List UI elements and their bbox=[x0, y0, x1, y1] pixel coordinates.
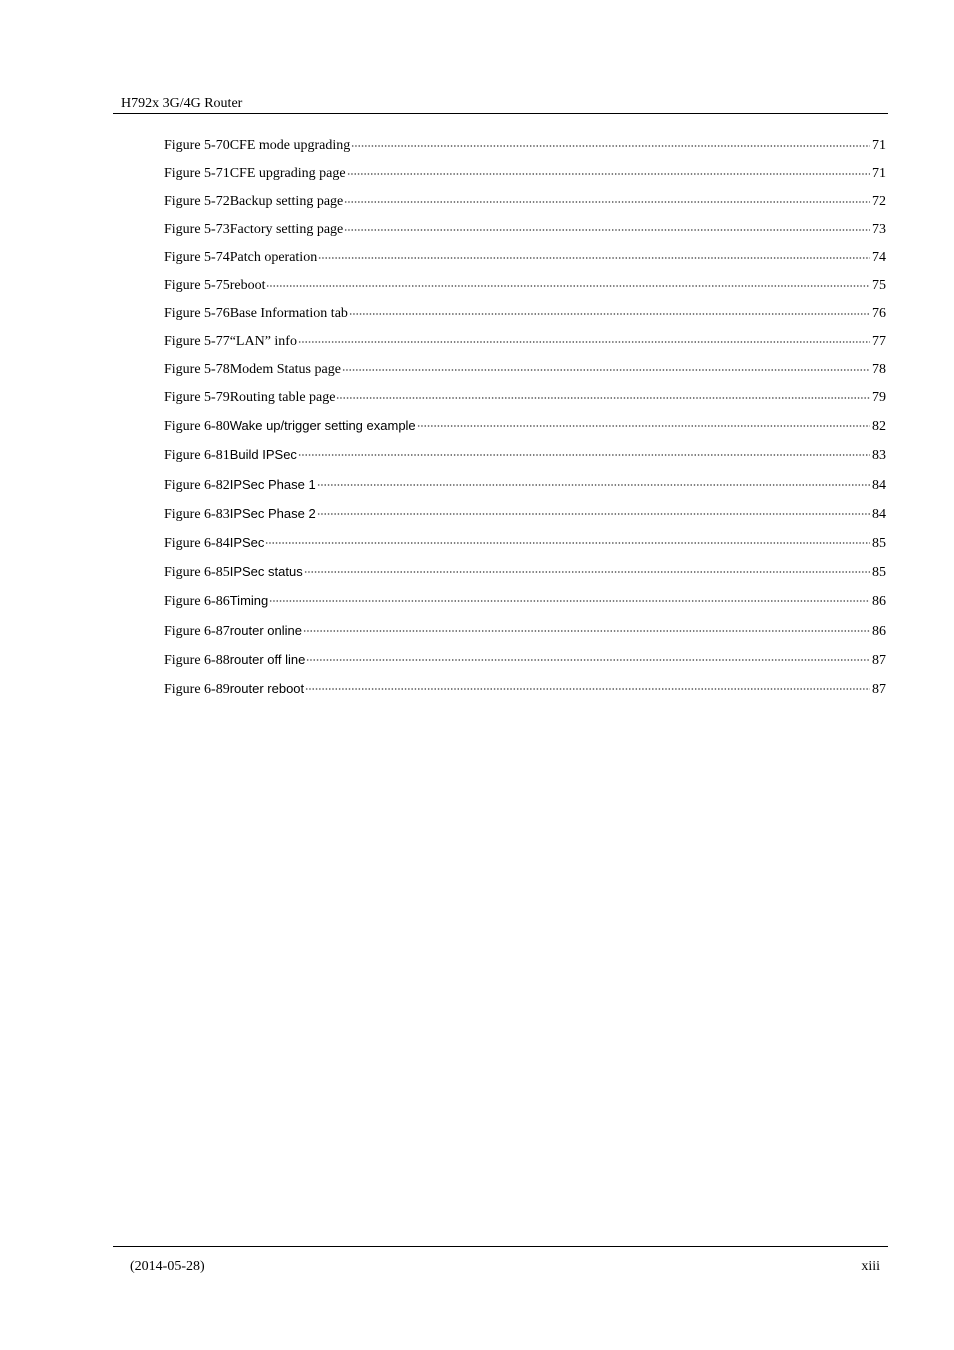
figure-caption: Factory setting page bbox=[229, 222, 344, 237]
dot-leader bbox=[303, 630, 870, 632]
figure-caption: IPSec status bbox=[229, 564, 303, 579]
figure-caption: CFE upgrading page bbox=[229, 166, 346, 181]
page-header bbox=[113, 94, 888, 114]
toc-entry[interactable] bbox=[164, 416, 886, 436]
dot-leader bbox=[344, 201, 870, 203]
dot-leader bbox=[298, 454, 870, 456]
toc-entry[interactable] bbox=[164, 650, 886, 670]
toc-entry[interactable] bbox=[164, 304, 886, 324]
toc-entry[interactable] bbox=[164, 332, 886, 352]
dot-leader bbox=[351, 145, 870, 147]
page-reference: 72 bbox=[872, 194, 886, 209]
toc-entry[interactable] bbox=[164, 475, 886, 495]
page-reference: 76 bbox=[872, 306, 886, 321]
figure-caption: Build IPSec bbox=[229, 447, 297, 462]
page-reference: 86 bbox=[872, 594, 886, 609]
dot-leader bbox=[269, 600, 870, 602]
figure-number: Figure 6-88 bbox=[164, 653, 230, 668]
figure-caption: router online bbox=[229, 623, 302, 638]
dot-leader bbox=[349, 313, 870, 315]
dot-leader bbox=[336, 397, 870, 399]
figure-number: Figure 5-73 bbox=[164, 222, 230, 237]
toc-entry[interactable] bbox=[164, 562, 886, 582]
figure-number: Figure 5-72 bbox=[164, 194, 230, 209]
figure-number: Figure 6-86 bbox=[164, 594, 230, 609]
figure-caption: Wake up/trigger setting example bbox=[229, 418, 416, 433]
dot-leader bbox=[317, 484, 870, 486]
figure-caption: CFE mode upgrading bbox=[229, 138, 351, 153]
page-reference: 73 bbox=[872, 222, 886, 237]
figure-caption: Routing table page bbox=[229, 390, 336, 405]
toc-entry[interactable] bbox=[164, 504, 886, 524]
figure-number: Figure 5-75 bbox=[164, 278, 230, 293]
page-reference: 83 bbox=[872, 448, 886, 463]
toc-entry[interactable] bbox=[164, 591, 886, 611]
figure-caption: Backup setting page bbox=[229, 194, 344, 209]
dot-leader bbox=[344, 229, 870, 231]
toc-entry[interactable] bbox=[164, 445, 886, 465]
toc-entry[interactable] bbox=[164, 192, 886, 212]
dot-leader bbox=[304, 571, 870, 573]
toc-entry[interactable] bbox=[164, 248, 886, 268]
page-reference: 79 bbox=[872, 390, 886, 405]
figure-number: Figure 5-78 bbox=[164, 362, 230, 377]
figure-number: Figure 6-84 bbox=[164, 536, 230, 551]
dot-leader bbox=[306, 659, 870, 661]
figure-number: Figure 5-77 bbox=[164, 334, 230, 349]
toc-entry[interactable] bbox=[164, 621, 886, 641]
page-reference: 71 bbox=[872, 138, 886, 153]
figure-number: Figure 5-70 bbox=[164, 138, 230, 153]
page-reference: 78 bbox=[872, 362, 886, 377]
figure-number: Figure 5-79 bbox=[164, 390, 230, 405]
dot-leader bbox=[266, 285, 870, 287]
figure-number: Figure 6-82 bbox=[164, 478, 230, 493]
figure-caption: router off line bbox=[229, 652, 306, 667]
figure-number: Figure 6-81 bbox=[164, 448, 230, 463]
revision-date: (2014-05-28) bbox=[130, 1259, 205, 1274]
page-reference: 74 bbox=[872, 250, 886, 265]
dot-leader bbox=[265, 542, 870, 544]
figure-caption: Timing bbox=[229, 593, 269, 608]
figure-caption: IPSec bbox=[229, 535, 265, 550]
page-reference: 71 bbox=[872, 166, 886, 181]
toc-entry[interactable] bbox=[164, 679, 886, 699]
page-footer bbox=[113, 1246, 888, 1286]
figure-number: Figure 5-71 bbox=[164, 166, 230, 181]
figure-number: Figure 5-74 bbox=[164, 250, 230, 265]
figure-caption: Patch operation bbox=[229, 250, 318, 265]
page-reference: 85 bbox=[872, 536, 886, 551]
figure-number: Figure 5-76 bbox=[164, 306, 230, 321]
figure-number: Figure 6-89 bbox=[164, 682, 230, 697]
toc-entry[interactable] bbox=[164, 136, 886, 156]
page-reference: 87 bbox=[872, 682, 886, 697]
figure-caption: reboot bbox=[229, 278, 266, 293]
dot-leader bbox=[317, 513, 870, 515]
figure-number: Figure 6-80 bbox=[164, 419, 230, 434]
toc-entry[interactable] bbox=[164, 276, 886, 296]
figure-caption: router reboot bbox=[229, 681, 305, 696]
toc-entry[interactable] bbox=[164, 164, 886, 184]
figure-caption: “LAN” info bbox=[229, 334, 297, 349]
page-reference: 84 bbox=[872, 478, 886, 493]
figure-number: Figure 6-87 bbox=[164, 624, 230, 639]
figure-caption: Modem Status page bbox=[229, 362, 341, 377]
page-reference: 86 bbox=[872, 624, 886, 639]
toc-entry[interactable] bbox=[164, 388, 886, 408]
page-reference: 87 bbox=[872, 653, 886, 668]
figure-caption: IPSec Phase 2 bbox=[229, 506, 316, 521]
page-reference: 82 bbox=[872, 419, 886, 434]
page-reference: 77 bbox=[872, 334, 886, 349]
figure-caption: IPSec Phase 1 bbox=[229, 477, 316, 492]
figure-number: Figure 6-83 bbox=[164, 507, 230, 522]
page-reference: 84 bbox=[872, 507, 886, 522]
figure-number: Figure 6-85 bbox=[164, 565, 230, 580]
header-divider bbox=[113, 113, 888, 114]
footer-divider bbox=[113, 1246, 888, 1247]
dot-leader bbox=[342, 369, 870, 371]
page-number: xiii bbox=[861, 1259, 880, 1274]
page-reference: 85 bbox=[872, 565, 886, 580]
dot-leader bbox=[298, 341, 870, 343]
toc-entry[interactable] bbox=[164, 360, 886, 380]
dot-leader bbox=[347, 173, 870, 175]
dot-leader bbox=[305, 688, 870, 690]
page-reference: 75 bbox=[872, 278, 886, 293]
dot-leader bbox=[318, 257, 870, 259]
toc-entry[interactable] bbox=[164, 533, 886, 553]
dot-leader bbox=[417, 425, 870, 427]
figure-caption: Base Information tab bbox=[229, 306, 348, 321]
document-title: H792x 3G/4G Router bbox=[121, 96, 243, 111]
toc-entry[interactable] bbox=[164, 220, 886, 240]
